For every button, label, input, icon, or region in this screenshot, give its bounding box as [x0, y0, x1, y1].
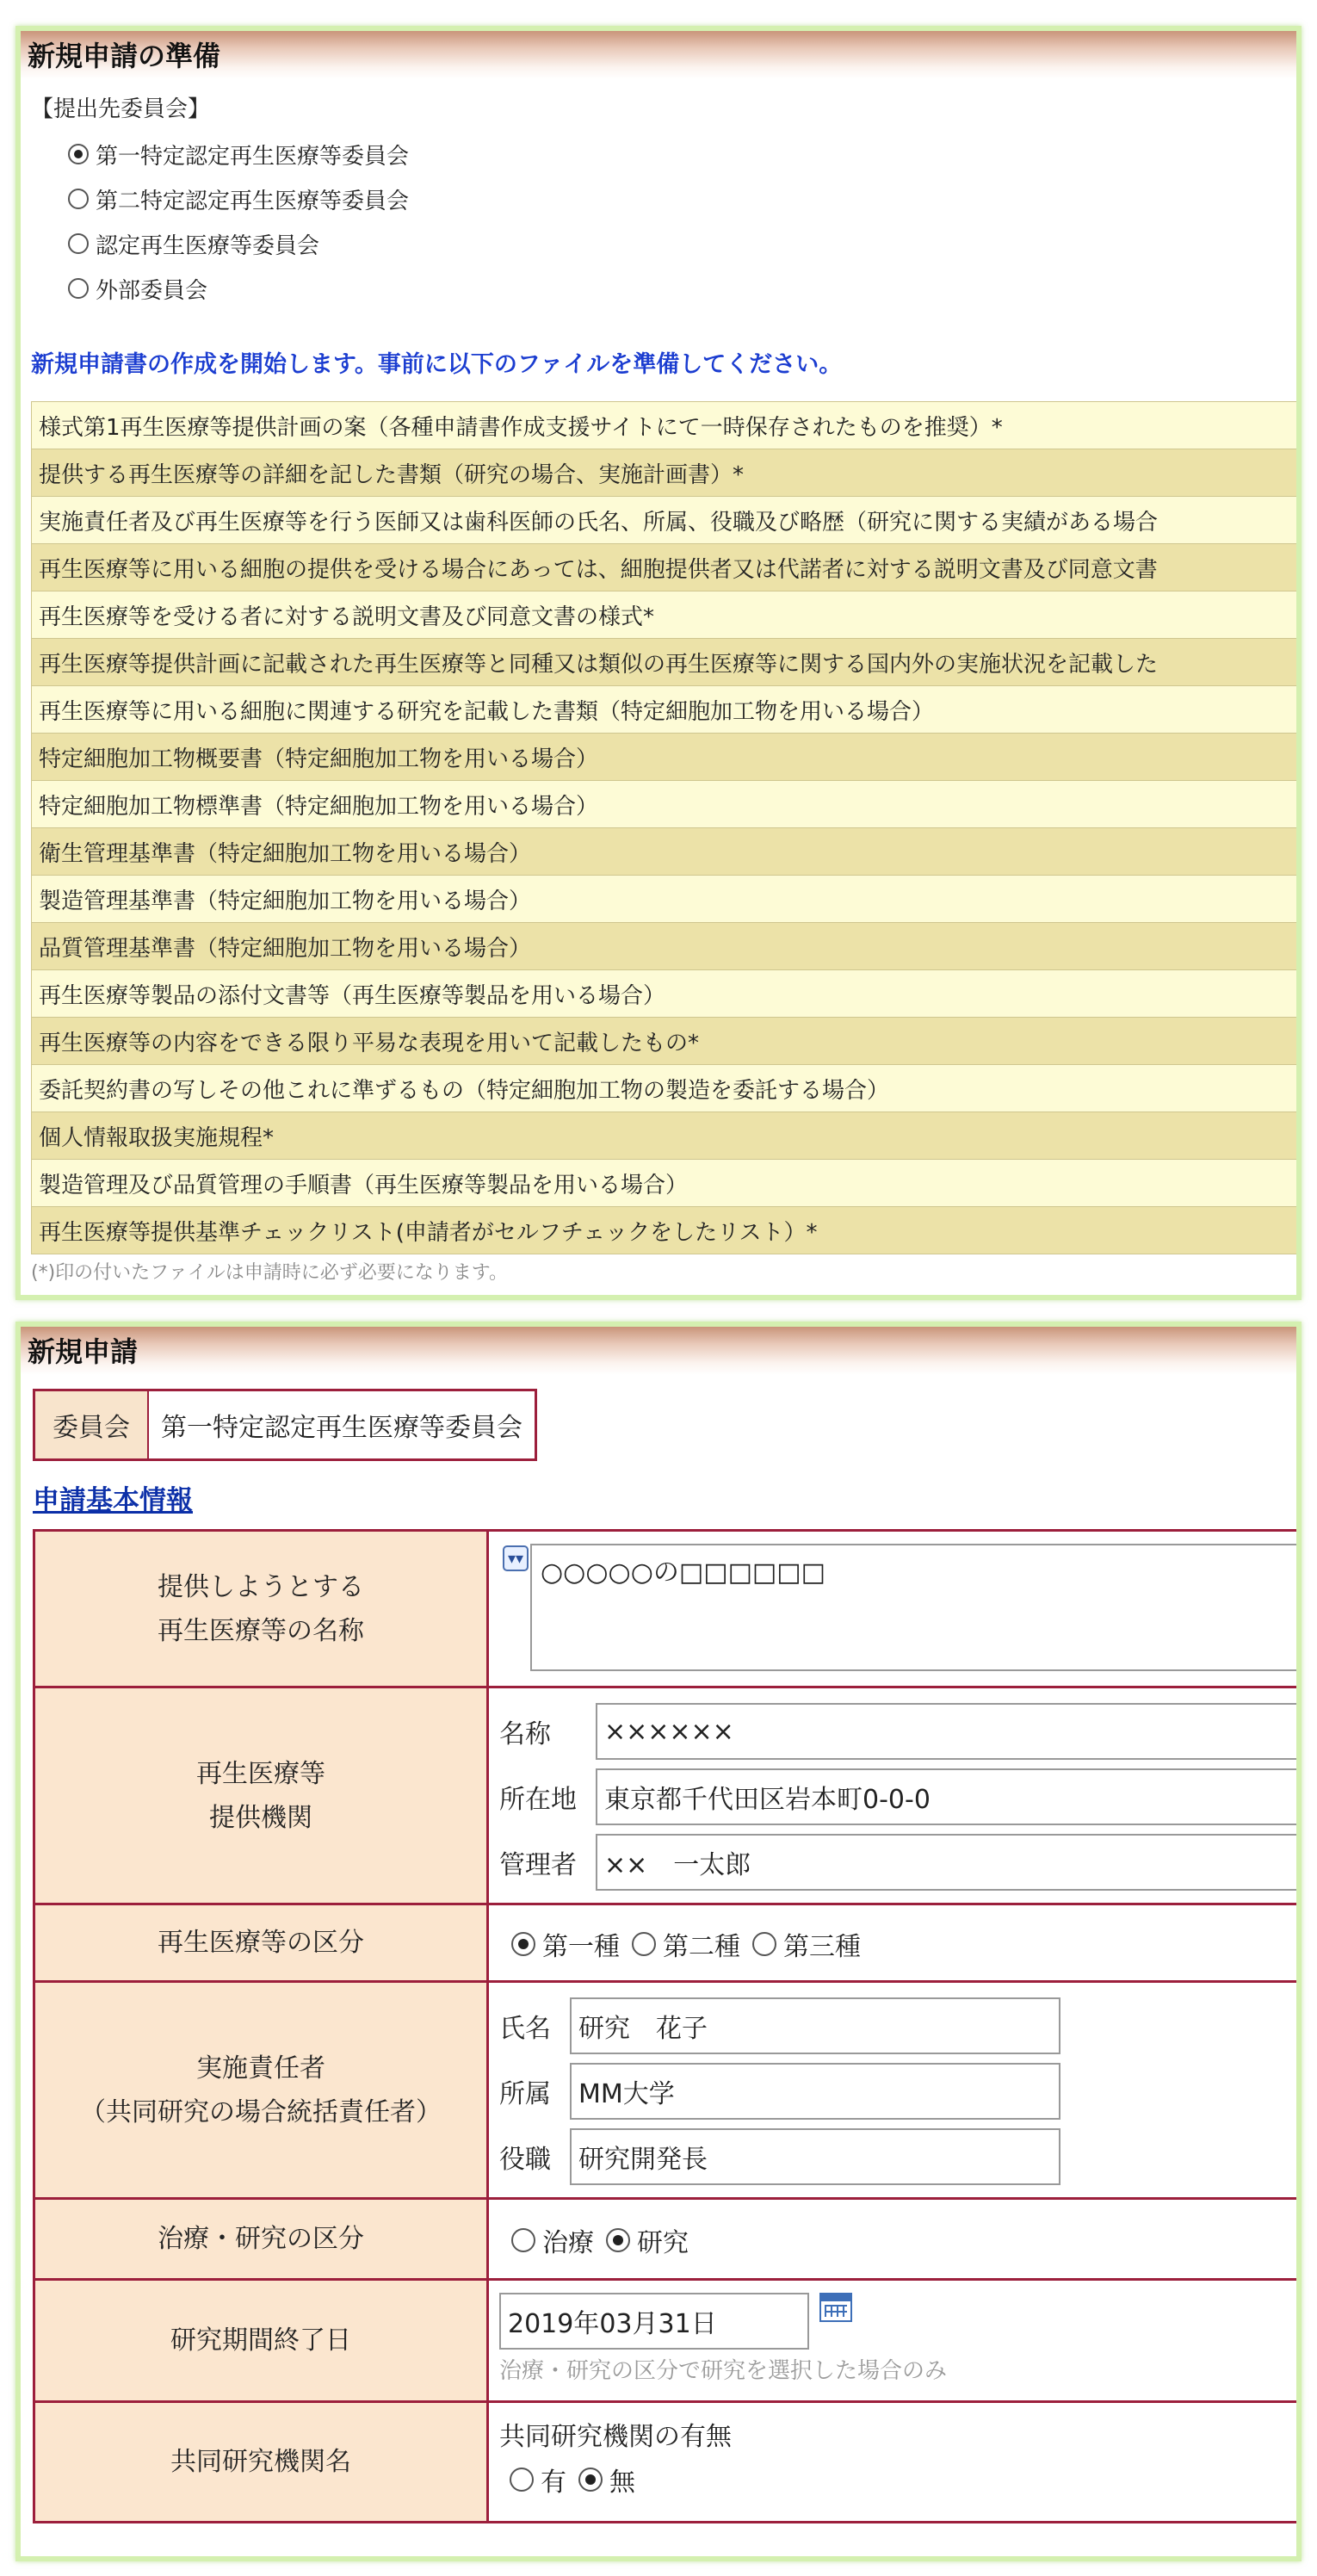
- committee-option[interactable]: [68, 176, 1296, 221]
- field-label: 所属: [499, 2079, 551, 2109]
- label-line: 実施責任者: [196, 2053, 325, 2084]
- row-category: [35, 1905, 1302, 1983]
- row-value: [489, 1688, 1302, 1903]
- row-label: 再生医療等の区分: [35, 1905, 489, 1980]
- radio-button[interactable]: [511, 1932, 535, 1956]
- institution-name-input[interactable]: ××××××: [596, 1703, 1302, 1760]
- field-label: 役職: [499, 2145, 551, 2175]
- label-line: 提供しようとする: [158, 1571, 364, 1602]
- row-responsible: [35, 1983, 1302, 2200]
- file-row: 様式第1再生医療等提供計画の案（各種申請書作成支援サイトにて一時保存されたものを推奨）*: [31, 402, 1302, 449]
- field-line: [499, 1699, 1302, 1764]
- category-option-label: 第三種: [783, 1932, 861, 1962]
- file-list: [31, 401, 1302, 1254]
- label-line: 再生医療等: [196, 1758, 325, 1789]
- category-option[interactable]: [752, 1925, 861, 1963]
- radio-button[interactable]: [578, 2468, 603, 2492]
- required-note: (*)印の付いたファイルは申請時に必ず必要になります。: [31, 1262, 508, 1284]
- radio-button[interactable]: [752, 1932, 776, 1956]
- joint-option[interactable]: [578, 2461, 635, 2499]
- field-label: 所在地: [499, 1785, 577, 1815]
- responsible-affiliation-input[interactable]: MM大学: [570, 2063, 1060, 2120]
- field-label: 名称: [499, 1719, 551, 1749]
- application-panel: [15, 1322, 1302, 2561]
- committee-option[interactable]: [68, 132, 1296, 176]
- row-end-date: [35, 2281, 1302, 2403]
- field-label: 氏名: [499, 2014, 551, 2044]
- committee-option-label: 外部委員会: [96, 277, 208, 304]
- row-treatment-name: [35, 1532, 1302, 1688]
- radio-button[interactable]: [510, 2468, 534, 2492]
- end-date-input[interactable]: 2019年03月31日: [499, 2293, 809, 2350]
- committee-label: 【提出先委員会】: [31, 96, 211, 122]
- category-radio-group: [511, 1914, 1302, 1974]
- file-row: 品質管理基準書（特定細胞加工物を用いる場合）: [31, 923, 1302, 970]
- prep-title: 新規申請の準備: [28, 40, 221, 72]
- application-header: [21, 1327, 1296, 1375]
- label-line: 再生医療等の名称: [158, 1615, 364, 1646]
- field-line: [499, 2059, 1302, 2124]
- committee-box-label: 委員会: [35, 1391, 149, 1458]
- prep-panel: [15, 26, 1302, 1300]
- row-institution: [35, 1688, 1302, 1905]
- file-row: 再生医療等製品の添付文書等（再生医療等製品を用いる場合）: [31, 970, 1302, 1018]
- file-row: 再生医療等を受ける者に対する説明文書及び同意文書の様式*: [31, 591, 1302, 639]
- row-label: [35, 1532, 489, 1686]
- type-option[interactable]: [606, 2221, 689, 2259]
- joint-option-label: 無: [609, 2468, 635, 2498]
- radio-button[interactable]: [68, 144, 89, 164]
- committee-option-label: 認定再生医療等委員会: [96, 232, 320, 259]
- joint-question: 共同研究機関の有無: [499, 2422, 732, 2452]
- institution-address-input[interactable]: 東京都千代田区岩本町0-0-0: [596, 1768, 1302, 1825]
- row-joint-research: [35, 2403, 1302, 2523]
- instruction-text: 新規申請書の作成を開始します。事前に以下のファイルを準備してください。: [31, 351, 843, 378]
- committee-option-label: 第二特定認定再生医療等委員会: [96, 188, 410, 214]
- double-chevron-down-icon[interactable]: ▾▾: [503, 1545, 529, 1571]
- row-label: [35, 1983, 489, 2197]
- type-option[interactable]: [511, 2221, 594, 2259]
- file-row: 特定細胞加工物概要書（特定細胞加工物を用いる場合）: [31, 734, 1302, 781]
- category-option[interactable]: [632, 1925, 740, 1963]
- file-row: 再生医療等提供基準チェックリスト(申請者がセルフチェックをしたリスト）*: [31, 1207, 1302, 1254]
- radio-button[interactable]: [511, 2228, 535, 2252]
- file-row: 製造管理及び品質管理の手順書（再生医療等製品を用いる場合）: [31, 1160, 1302, 1207]
- committee-box: [33, 1389, 537, 1461]
- label-line: （共同研究の場合統括責任者）: [80, 2096, 442, 2127]
- type-option-label: 研究: [637, 2228, 689, 2258]
- row-label: 共同研究機関名: [35, 2403, 489, 2521]
- field-line: [499, 1830, 1302, 1895]
- joint-option[interactable]: [510, 2461, 566, 2499]
- row-value: [489, 1532, 1302, 1686]
- date-field-wrap: [499, 2293, 1302, 2350]
- type-radio-group: [511, 2210, 1302, 2270]
- joint-radio-group: [510, 2453, 1302, 2506]
- treatment-name-textarea[interactable]: ○○○○○の□□□□□□: [530, 1544, 1302, 1671]
- application-form-table: [33, 1529, 1302, 2523]
- field-line: [499, 2124, 1302, 2189]
- row-value: [489, 1983, 1302, 2197]
- row-type: [35, 2200, 1302, 2281]
- radio-button[interactable]: [68, 278, 89, 299]
- responsible-position-input[interactable]: 研究開発長: [570, 2128, 1060, 2185]
- responsible-name-input[interactable]: 研究 花子: [570, 1997, 1060, 2054]
- row-label: [35, 1688, 489, 1903]
- file-row: 実施責任者及び再生医療等を行う医師又は歯科医師の氏名、所属、役職及び略歴（研究に関する実績がある場合: [31, 497, 1302, 544]
- radio-button[interactable]: [632, 1932, 656, 1956]
- end-date-hint: 治療・研究の区分で研究を選択した場合のみ: [499, 2358, 948, 2384]
- committee-option[interactable]: [68, 221, 1296, 266]
- committee-option-label: 第一特定認定再生医療等委員会: [96, 143, 410, 170]
- row-label: 研究期間終了日: [35, 2281, 489, 2400]
- row-value: [489, 2403, 1302, 2521]
- row-value: [489, 2200, 1302, 2278]
- basic-info-link[interactable]: 申請基本情報: [33, 1485, 193, 1516]
- row-label: 治療・研究の区分: [35, 2200, 489, 2278]
- file-row: 再生医療等に用いる細胞の提供を受ける場合にあっては、細胞提供者又は代諾者に対する説明文書及び同意文書: [31, 544, 1302, 591]
- committee-box-value: 第一特定認定再生医療等委員会: [149, 1391, 535, 1458]
- committee-option[interactable]: [68, 266, 1296, 311]
- row-value: [489, 1905, 1302, 1980]
- file-row: 提供する再生医療等の詳細を記した書類（研究の場合、実施計画書）*: [31, 449, 1302, 497]
- file-row: 特定細胞加工物標準書（特定細胞加工物を用いる場合）: [31, 781, 1302, 828]
- file-row: 再生医療等に用いる細胞に関連する研究を記載した書類（特定細胞加工物を用いる場合）: [31, 686, 1302, 734]
- file-row: 再生医療等提供計画に記載された再生医療等と同種又は類似の再生医療等に関する国内外の実施状況を記載した: [31, 639, 1302, 686]
- application-title: 新規申請: [28, 1335, 139, 1368]
- joint-option-label: 有: [541, 2468, 566, 2498]
- type-option-label: 治療: [542, 2228, 594, 2258]
- field-line: [499, 1764, 1302, 1830]
- file-row: 再生医療等の内容をできる限り平易な表現を用いて記載したもの*: [31, 1018, 1302, 1065]
- radio-button[interactable]: [68, 233, 89, 254]
- category-option-label: 第二種: [663, 1932, 740, 1962]
- file-row: 委託契約書の写しその他これに準ずるもの（特定細胞加工物の製造を委託する場合）: [31, 1065, 1302, 1112]
- field-line: [499, 1993, 1302, 2059]
- row-value: [489, 2281, 1302, 2400]
- calendar-icon[interactable]: [819, 2293, 852, 2322]
- file-row: 衛生管理基準書（特定細胞加工物を用いる場合）: [31, 828, 1302, 876]
- category-option[interactable]: [511, 1925, 620, 1963]
- radio-button[interactable]: [606, 2228, 630, 2252]
- file-row: 個人情報取扱実施規程*: [31, 1112, 1302, 1160]
- file-row: 製造管理基準書（特定細胞加工物を用いる場合）: [31, 876, 1302, 923]
- institution-manager-input[interactable]: ×× 一太郎: [596, 1834, 1302, 1891]
- category-option-label: 第一種: [542, 1932, 620, 1962]
- prep-header: [21, 31, 1296, 79]
- field-label: 管理者: [499, 1850, 577, 1880]
- label-line: 提供機関: [209, 1802, 312, 1833]
- radio-button[interactable]: [68, 189, 89, 209]
- committee-radio-group: [68, 132, 1296, 311]
